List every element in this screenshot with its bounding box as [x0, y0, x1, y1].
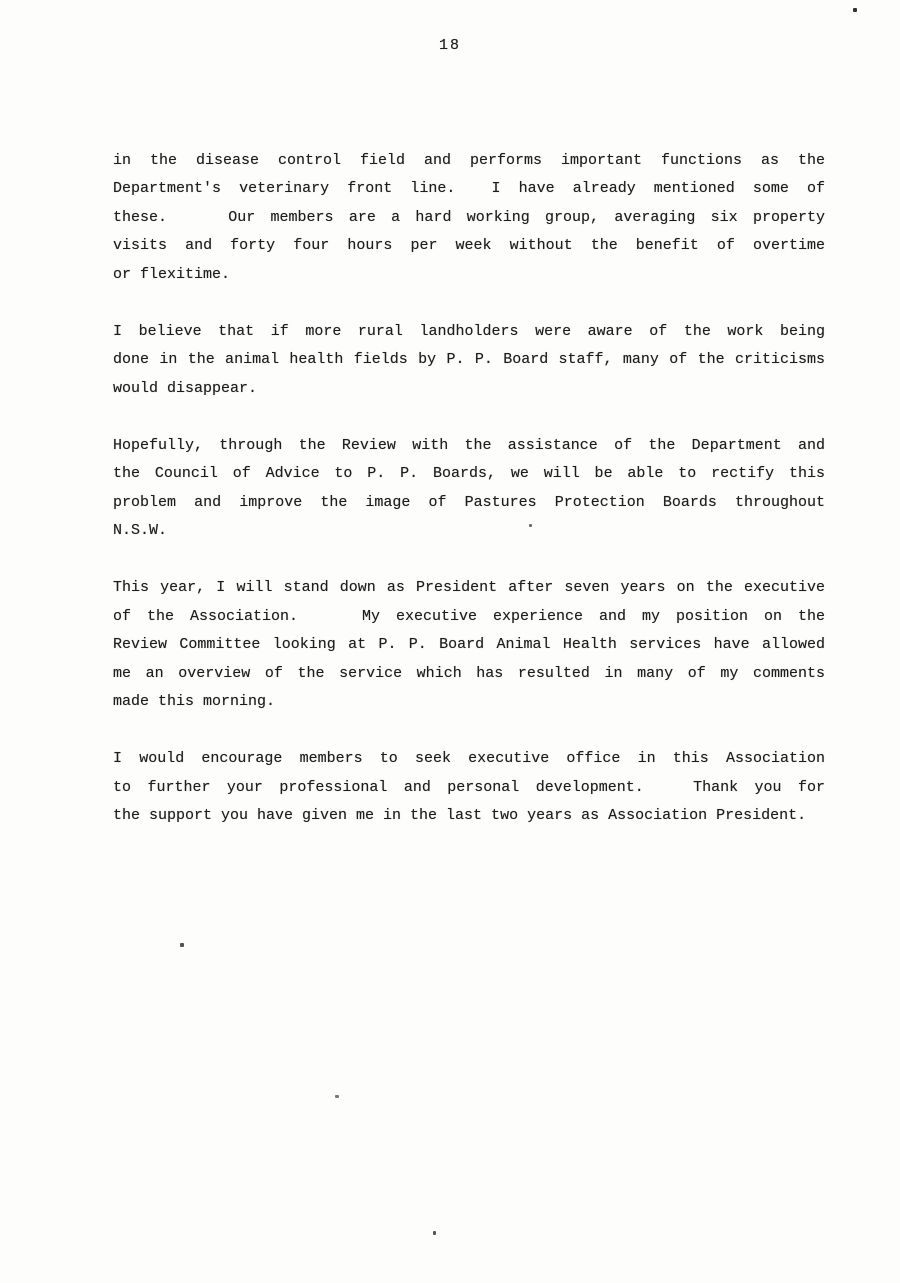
text-line: the Council of Advice to P. P. Boards, we will be able to rectify this — [113, 465, 825, 482]
text-line: I would encourage members to seek executive office in this Association — [113, 750, 825, 767]
text-line: I believe that if more rural landholders were aware of the work being — [113, 322, 825, 340]
text-line: visits and forty four hours per week without the benefit of overtime — [113, 237, 825, 254]
text-line: Hopefully, through the Review with the assistance of the Department and — [113, 436, 825, 454]
scan-speck — [180, 943, 184, 947]
text-line: to further your professional and personal development. Thank you for — [113, 778, 825, 796]
page-number: 18 — [438, 37, 461, 54]
text-line: done in the animal health fields by P. P. Board staff, many of the criticisms — [113, 351, 825, 368]
text-line: This year, I will stand down as President after seven years on the executive — [113, 579, 825, 596]
text-line: Department's veterinary front line. I have already mentioned some of — [113, 180, 825, 197]
text-line: problem and improve the image of Pastures Protection Boards throughout — [113, 493, 825, 511]
text-line: these. Our members are a hard working group, averaging six property — [113, 208, 825, 226]
text-line: or flexitime. — [113, 265, 231, 283]
text-line: made this morning. — [113, 693, 276, 710]
text-line: would disappear. — [113, 379, 258, 397]
text-line: N.S.W. — [113, 522, 168, 539]
document-body — [113, 118, 825, 846]
text-line: me an overview of the service which has resulted in many of my comments — [113, 664, 825, 682]
text-line: Review Committee looking at P. P. Board Animal Health services have allowed — [113, 636, 825, 653]
text-line: the support you have given me in the last two years as Association President. — [113, 807, 807, 824]
scan-speck — [529, 524, 532, 527]
text-line: in the disease control field and performs important functions as the — [113, 151, 825, 169]
scan-speck — [335, 1095, 339, 1098]
scan-speck — [433, 1231, 436, 1235]
scan-speck — [853, 8, 857, 12]
text-line: of the Association. My executive experience and my position on the — [113, 607, 825, 625]
